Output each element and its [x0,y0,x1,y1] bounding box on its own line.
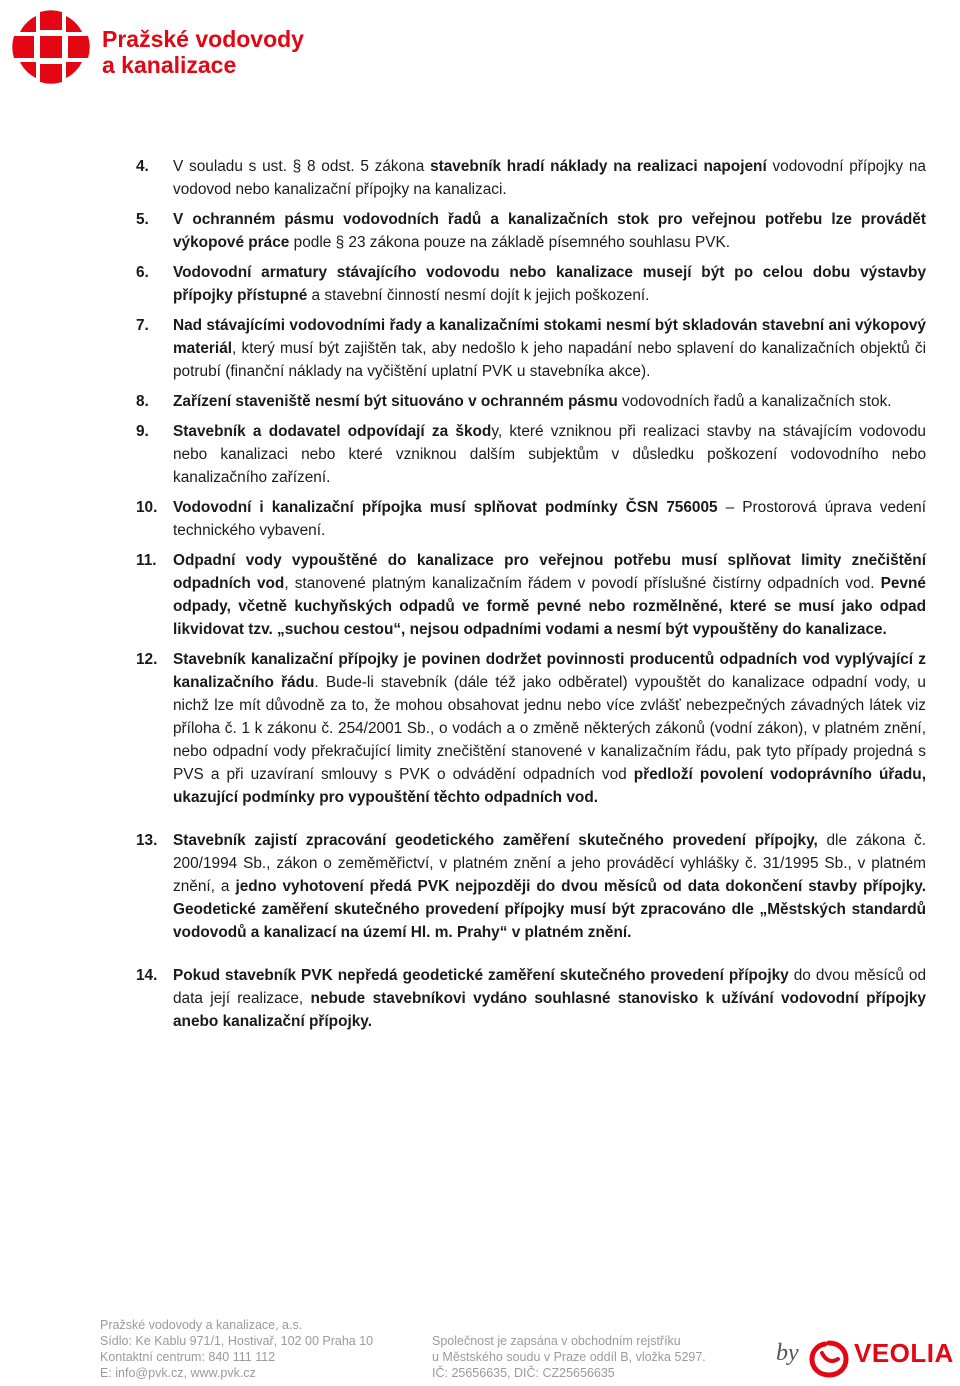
rule-text: y, které vzniknou při realizaci stavby na stávajícím vodovodu nebo kanalizaci nebo které vzniknou dalším subjektům v důsledku poškození vodovodního nebo kanalizačního zařízení. [173,423,926,486]
veolia-name: VEOLIA [854,1338,954,1368]
rule-item [136,155,926,201]
footer-line: IČ: 25656635, DIČ: CZ25656635 [432,1366,615,1380]
rule-item [136,261,926,307]
rule-text: vodovodní přípojky na vodovod nebo kanalizační přípojky na kanalizaci. [173,158,926,198]
rule-number: 7. [136,317,149,334]
rule-item [136,208,926,254]
rule-number: 13. [136,832,158,849]
rule-item [136,648,926,809]
rule-text-bold: Stavebník zajistí zpracování geodetického zaměření skutečného provedení přípojky, [173,832,818,849]
footer-line: u Městského soudu v Praze oddíl B, vložka 5297. [432,1350,706,1364]
rules-list [136,155,926,1033]
rule-text-bold: předloží povolení vodoprávního úřadu, ukazující podmínky pro vypouštění těchto odpadních vod. [173,766,926,806]
company-logo-text [102,26,304,78]
veolia-logo-icon [808,1339,850,1379]
rule-number: 12. [136,651,158,668]
rule-text: do dvou měsíců od data její realizace, [173,967,927,1007]
rule-text: vodovodních řadů a kanalizačních stok. [617,393,892,410]
rule-text: , který musí být zajištěn tak, aby nedošlo k jeho napadání nebo splavení do kanalizačních objektů či potrubí (finanční náklady na vyčištění uplatní PVK u stavebníka akce). [173,340,926,380]
rule-item [136,390,926,413]
footer-company-info [100,1317,373,1381]
rule-number: 14. [136,967,158,984]
footer-line: Pražské vodovody a kanalizace, a.s. [100,1318,303,1332]
rule-item [136,829,926,944]
rule-text: podle § 23 zákona pouze na základě písemného souhlasu PVK. [289,234,731,251]
rule-text: , stanovené platným kanalizačním řádem v povodí příslušné čistírny odpadních vod. [284,575,881,592]
footer-line: E: info@pvk.cz, www.pvk.cz [100,1366,256,1380]
header [12,10,412,86]
rule-item [136,496,926,542]
rule-text: – Prostorová úprava vedení technického vybavení. [173,499,926,539]
rule-number: 9. [136,423,149,440]
rule-number: 4. [136,158,149,175]
rule-text: V souladu s ust. § 8 odst. 5 zákona [173,158,431,175]
logo-line-2: a kanalizace [102,52,237,78]
document-body [136,155,926,1040]
rule-number: 5. [136,211,149,228]
logo-line-1: Pražské vodovody [102,26,304,52]
rule-number: 6. [136,264,149,281]
veolia-logo [776,1339,952,1379]
rule-text: a stavební činností nesmí dojít k jejich poškození. [307,287,650,304]
rule-item [136,314,926,383]
rule-text-bold: jedno vyhotovení předá PVK nejpozději do dvou měsíců od data dokončení stavby přípojky. Geodetické zaměření skutečného provedení přípojky musí být zpracováno dle „Městských standardů vodovodů a kanalizací na území Hl. m. Prahy“ v platném znění. [173,878,926,941]
footer-registry-info [432,1333,706,1381]
rule-item [136,549,926,641]
rule-text-bold: nebude stavebníkovi vydáno souhlasné stanovisko k užívání vodovodní přípojky anebo kanalizační přípojky. [173,990,926,1030]
rule-text-bold: Stavebník kanalizační přípojky je povinen dodržet povinnosti producentů odpadních vod vyplývající z kanalizačního řádu [173,651,926,691]
rule-text-bold: Zařízení staveniště nesmí být situováno v ochranném pásmu [173,393,618,410]
rule-text-bold: Vodovodní i kanalizační přípojka musí splňovat podmínky ČSN 756005 [173,499,718,516]
rule-number: 10. [136,499,158,516]
rule-text-bold: Odpadní vody vypouštěné do kanalizace pro veřejnou potřebu musí splňovat limity znečištění odpadních vod [173,552,926,592]
rule-text-bold: stavebník hradí náklady na realizaci napojení [430,158,767,175]
rule-number: 11. [136,552,157,569]
rule-text-bold: Pevné odpady, včetně kuchyňských odpadů ve formě pevné nebo rozmělněné, které se musí jako odpad likvidovat tzv. „suchou cestou“, nejsou odpadními vodami a nesmí být vypouštěny do kanalizace. [173,575,926,638]
rule-text: . Bude-li stavebník (dále též jako odběratel) vypouštět do kanalizace odpadní vody, u nichž lze mít důvodně za to, že mohou obsahovat jednu nebo více zvlášť nebezpečných závadných látek viz příloha č. 1 k zákonu č. 254/2001 Sb., o vodách a o změně některých zákonů (vodní zákon), v platném znění, nebo odpadní vody překračující limity znečištění stanovené v kanalizačním řádu, pak tyto případy projedná s PVS a při uzavíraní smlouvy s PVK o odvádění odpadních vod [173,674,926,783]
rule-text-bold: Vodovodní armatury stávajícího vodovodu nebo kanalizace musejí být po celou dobu výstavby přípojky přístupné [173,264,926,304]
rule-text: dle zákona č. 200/1994 Sb., zákon o zeměměřictví, v platném znění a jeho prováděcí vyhlášky č. 31/1995 Sb., v platném znění, a [173,832,926,895]
rule-text-bold: Nad stávajícími vodovodními řady a kanalizačními stokami nesmí být skladován stavební ani výkopový materiál [173,317,926,357]
rule-item [136,420,926,489]
rule-text-bold: Stavebník a dodavatel odpovídají za škod [173,423,492,440]
footer-line: Společnost je zapsána v obchodním rejstříku [432,1334,681,1348]
pvk-cross-logo-icon [12,10,90,84]
footer-line: Kontaktní centrum: 840 111 112 [100,1350,276,1364]
by-label: by [776,1340,799,1366]
rule-item [136,964,926,1033]
footer [100,1315,954,1385]
rule-text-bold: V ochranném pásmu vodovodních řadů a kanalizačních stok pro veřejnou potřebu lze provádět výkopové práce [173,211,926,251]
rule-number: 8. [136,393,149,410]
footer-line: Sídlo: Ke Kablu 971/1, Hostivař, 102 00 Praha 10 [100,1334,374,1348]
rule-text-bold: Pokud stavebník PVK nepředá geodetické zaměření skutečného provedení přípojky [173,967,789,984]
